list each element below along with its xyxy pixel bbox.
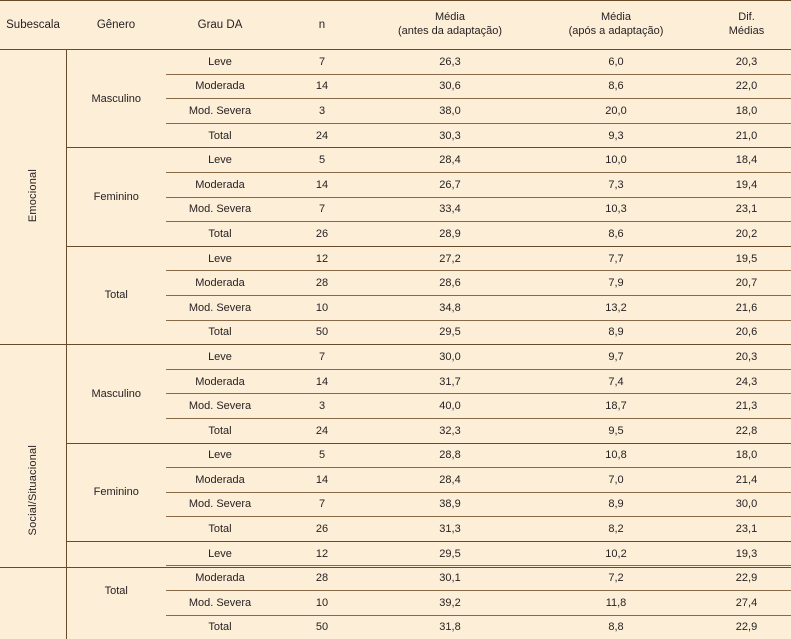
dif-medias-cell: 23,1: [702, 197, 791, 222]
dif-medias-cell: 18,0: [702, 99, 791, 124]
media-apos-cell: 10,2: [530, 541, 702, 566]
subescala-label: Emocional: [27, 169, 39, 222]
media-apos-cell: 7,2: [530, 566, 702, 591]
media-apos-cell: 8,9: [530, 492, 702, 517]
n-cell: 28: [274, 566, 370, 591]
n-cell: 24: [274, 418, 370, 443]
media-antes-cell: 38,9: [370, 492, 530, 517]
genero-cell: Total: [66, 246, 166, 344]
header-subescala: Subescala: [0, 1, 66, 50]
media-apos-cell: 9,5: [530, 418, 702, 443]
grau-cell: Leve: [166, 50, 274, 75]
grau-cell: Leve: [166, 148, 274, 173]
media-antes-cell: 34,8: [370, 295, 530, 320]
dif-medias-cell: 22,0: [702, 74, 791, 99]
media-antes-cell: 27,2: [370, 246, 530, 271]
header-media-antes-line2: (antes da adaptação): [374, 25, 526, 39]
dif-medias-cell: 21,0: [702, 123, 791, 148]
media-antes-cell: 28,8: [370, 443, 530, 468]
subescala-cell: [0, 50, 66, 345]
media-antes-cell: 28,9: [370, 222, 530, 247]
dif-medias-cell: 22,9: [702, 615, 791, 639]
dif-medias-cell: 30,0: [702, 492, 791, 517]
media-apos-cell: 8,8: [530, 615, 702, 639]
media-apos-cell: 7,7: [530, 246, 702, 271]
grau-cell: Total: [166, 222, 274, 247]
media-antes-cell: 33,4: [370, 197, 530, 222]
dif-medias-cell: 20,3: [702, 345, 791, 370]
header-media-apos: [530, 1, 702, 50]
dif-medias-cell: 19,4: [702, 172, 791, 197]
subescala-label: Social/Situacional: [27, 445, 39, 535]
genero-cell: Feminino: [66, 443, 166, 541]
media-antes-cell: 39,2: [370, 591, 530, 616]
n-cell: 50: [274, 320, 370, 345]
dif-medias-cell: 21,3: [702, 394, 791, 419]
table-row: [0, 541, 791, 566]
dif-medias-cell: 24,3: [702, 369, 791, 394]
n-cell: 10: [274, 295, 370, 320]
media-antes-cell: 31,7: [370, 369, 530, 394]
media-antes-cell: 31,3: [370, 517, 530, 542]
table-body: [0, 50, 791, 639]
genero-cell: Total: [66, 541, 166, 639]
n-cell: 3: [274, 394, 370, 419]
grau-cell: Total: [166, 615, 274, 639]
table-row: [0, 345, 791, 370]
media-apos-cell: 7,9: [530, 271, 702, 296]
media-antes-cell: 30,1: [370, 566, 530, 591]
dif-medias-cell: 20,6: [702, 320, 791, 345]
dif-medias-cell: 21,6: [702, 295, 791, 320]
dif-medias-cell: 19,5: [702, 246, 791, 271]
grau-cell: Mod. Severa: [166, 99, 274, 124]
n-cell: 10: [274, 591, 370, 616]
media-antes-cell: 40,0: [370, 394, 530, 419]
grau-cell: Moderada: [166, 369, 274, 394]
header-media-antes: [370, 1, 530, 50]
n-cell: 7: [274, 492, 370, 517]
header-genero: Gênero: [66, 1, 166, 50]
table-bottom-rule: [0, 567, 791, 568]
media-antes-cell: 28,4: [370, 148, 530, 173]
media-apos-cell: 7,4: [530, 369, 702, 394]
media-apos-cell: 8,9: [530, 320, 702, 345]
header-grau-da: Grau DA: [166, 1, 274, 50]
n-cell: 3: [274, 99, 370, 124]
media-antes-cell: 28,4: [370, 468, 530, 493]
n-cell: 14: [274, 172, 370, 197]
dif-medias-cell: 21,4: [702, 468, 791, 493]
grau-cell: Total: [166, 123, 274, 148]
header-dif-line2: Médias: [706, 25, 787, 39]
media-apos-cell: 8,6: [530, 222, 702, 247]
n-cell: 28: [274, 271, 370, 296]
dif-medias-cell: 23,1: [702, 517, 791, 542]
n-cell: 14: [274, 468, 370, 493]
dif-medias-cell: 20,7: [702, 271, 791, 296]
subescala-cell: [0, 345, 66, 639]
grau-cell: Mod. Severa: [166, 394, 274, 419]
media-antes-cell: 26,3: [370, 50, 530, 75]
header-dif-medias: [702, 1, 791, 50]
genero-cell: Masculino: [66, 345, 166, 443]
header-media-apos-line1: Média: [534, 11, 698, 25]
media-antes-cell: 32,3: [370, 418, 530, 443]
dif-medias-cell: 19,3: [702, 541, 791, 566]
grau-cell: Mod. Severa: [166, 492, 274, 517]
n-cell: 7: [274, 345, 370, 370]
media-apos-cell: 7,0: [530, 468, 702, 493]
media-antes-cell: 29,5: [370, 320, 530, 345]
media-apos-cell: 18,7: [530, 394, 702, 419]
dif-medias-cell: 18,4: [702, 148, 791, 173]
dif-medias-cell: 22,9: [702, 566, 791, 591]
grau-cell: Moderada: [166, 74, 274, 99]
n-cell: 5: [274, 443, 370, 468]
n-cell: 12: [274, 541, 370, 566]
header-row: [0, 1, 791, 50]
media-apos-cell: 6,0: [530, 50, 702, 75]
media-antes-cell: 38,0: [370, 99, 530, 124]
table-row: [0, 148, 791, 173]
grau-cell: Moderada: [166, 468, 274, 493]
grau-cell: Moderada: [166, 271, 274, 296]
dif-medias-cell: 18,0: [702, 443, 791, 468]
dif-medias-cell: 20,3: [702, 50, 791, 75]
table-row: [0, 50, 791, 75]
media-apos-cell: 9,7: [530, 345, 702, 370]
media-apos-cell: 8,6: [530, 74, 702, 99]
grau-cell: Leve: [166, 443, 274, 468]
header-n: n: [274, 1, 370, 50]
media-apos-cell: 20,0: [530, 99, 702, 124]
media-antes-cell: 30,0: [370, 345, 530, 370]
genero-cell: Masculino: [66, 50, 166, 148]
media-apos-cell: 9,3: [530, 123, 702, 148]
n-cell: 14: [274, 74, 370, 99]
media-apos-cell: 8,2: [530, 517, 702, 542]
media-antes-cell: 28,6: [370, 271, 530, 296]
n-cell: 5: [274, 148, 370, 173]
grau-cell: Mod. Severa: [166, 197, 274, 222]
grau-cell: Moderada: [166, 566, 274, 591]
n-cell: 14: [274, 369, 370, 394]
media-antes-cell: 30,3: [370, 123, 530, 148]
media-antes-cell: 31,8: [370, 615, 530, 639]
grau-cell: Total: [166, 517, 274, 542]
grau-cell: Mod. Severa: [166, 295, 274, 320]
n-cell: 7: [274, 50, 370, 75]
dif-medias-cell: 20,2: [702, 222, 791, 247]
header-media-apos-line2: (após a adaptação): [534, 25, 698, 39]
grau-cell: Total: [166, 320, 274, 345]
grau-cell: Total: [166, 418, 274, 443]
media-antes-cell: 30,6: [370, 74, 530, 99]
n-cell: 26: [274, 222, 370, 247]
grau-cell: Leve: [166, 541, 274, 566]
media-antes-cell: 29,5: [370, 541, 530, 566]
media-apos-cell: 10,8: [530, 443, 702, 468]
header-dif-line1: Dif.: [706, 11, 787, 25]
dif-medias-cell: 22,8: [702, 418, 791, 443]
grau-cell: Leve: [166, 246, 274, 271]
genero-cell: Feminino: [66, 148, 166, 246]
grau-cell: Leve: [166, 345, 274, 370]
header-media-antes-line1: Média: [374, 11, 526, 25]
grau-cell: Mod. Severa: [166, 591, 274, 616]
table-row: [0, 443, 791, 468]
table-header: [0, 1, 791, 50]
media-apos-cell: 11,8: [530, 591, 702, 616]
media-apos-cell: 7,3: [530, 172, 702, 197]
grau-cell: Moderada: [166, 172, 274, 197]
n-cell: 12: [274, 246, 370, 271]
n-cell: 24: [274, 123, 370, 148]
media-apos-cell: 10,3: [530, 197, 702, 222]
n-cell: 50: [274, 615, 370, 639]
n-cell: 26: [274, 517, 370, 542]
n-cell: 7: [274, 197, 370, 222]
table-row: [0, 246, 791, 271]
media-antes-cell: 26,7: [370, 172, 530, 197]
media-apos-cell: 13,2: [530, 295, 702, 320]
dif-medias-cell: 27,4: [702, 591, 791, 616]
media-apos-cell: 10,0: [530, 148, 702, 173]
